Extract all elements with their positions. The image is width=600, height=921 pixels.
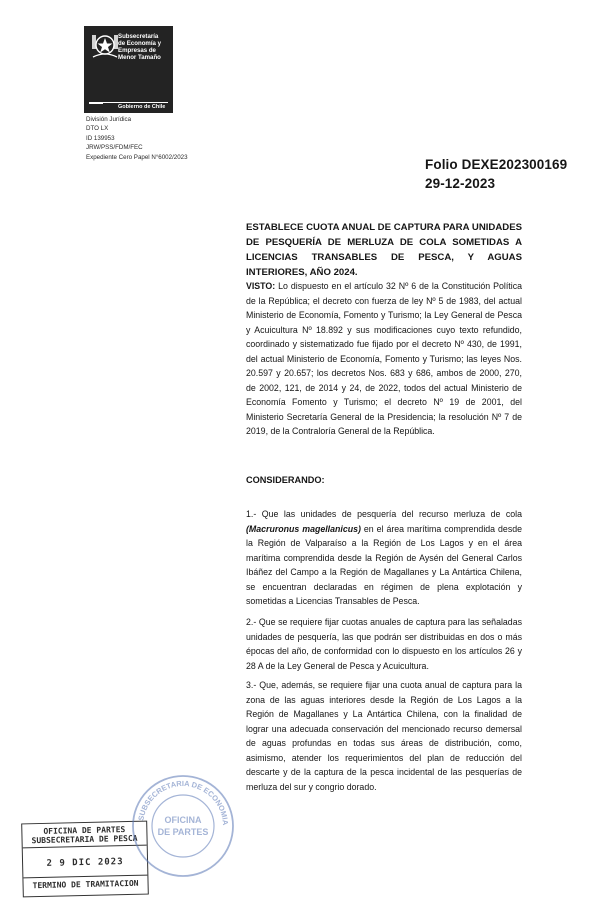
visto-label: VISTO: bbox=[246, 281, 276, 291]
stamp-status: TERMINO DE TRAMITACION bbox=[32, 878, 139, 891]
stamp-rule bbox=[23, 875, 147, 879]
coat-of-arms-icon bbox=[89, 31, 121, 63]
considerando-paragraph-3: 3.- Que, además, se requiere fijar una cuota anual de captura para la zona de las aguas interiores desde la Región de Los Lagos a la Región de Magallanes y La Antártica Chilena, con la finalidad de lograr una adecuada conservación del mencionado recurso demersal de aguas profundas en todas sus áreas de distribución, como, asimismo, atender los requerimientos del plan de reducción del descarte y de la captura de la pesca incidental de las pesquerías de merluza del sur y congrio dorado. bbox=[246, 680, 522, 792]
stamp-office-line1: OFICINA DE PARTES bbox=[43, 825, 126, 836]
folio-number: Folio DEXE202300169 bbox=[425, 157, 568, 172]
visto-text: Lo dispuesto en el artículo 32 Nº 6 de la Constitución Política de la República; el decreto con fuerza de ley Nº 5 de 1983, del actual Ministerio de Economía, Fomento y Turismo; la Ley General de Pesca y Acuicultura Nº 18.892 y sus modificaciones cuyo texto refundido, coordinado y sistematizado fue fijado por el decreto Nº 430, de 1991, del actual Ministerio de Economía, Fomento y Turismo; las leyes Nos. 20.597 y 20.657; los decretos Nos. 683 y 686, ambos de 2000, 270, de 2002, 121, de 2014 y 24, de 2022, todos del actual Ministerio de Economía Fomento y Turismo; el decreto Nº 19 de 2001, del Ministerio Secretaría General de la Presidencia; la resolución Nº 7 de 2019, de la Contraloría General de la República. bbox=[246, 281, 522, 436]
logo-line: Subsecretaría bbox=[118, 33, 159, 40]
seal-ring-text: SUBSECRETARIA DE ECONOMIA bbox=[136, 778, 231, 826]
visto-paragraph bbox=[246, 279, 522, 439]
header-meta bbox=[86, 115, 188, 162]
institution-logo bbox=[84, 26, 173, 113]
document-title: ESTABLECE CUOTA ANUAL DE CAPTURA PARA UNIDADES DE PESQUERÍA DE MERLUZA DE COLA SOMETIDAS A LICENCIAS TRANSABLES DE PESCA, Y AGUAS INTERIORES, AÑO 2024. bbox=[246, 222, 522, 278]
stamp-date: 2 9 DIC 2023 bbox=[46, 857, 124, 869]
logo-line: de Economía y bbox=[118, 40, 162, 47]
p1-text-b: en el área marítima comprendida desde la Región de Valparaíso a la Región de Los Lagos y en el área marítima comprendida desde la Región de Aysén del General Carlos Ibáñez del Campo a la Región de Magallanes y La Antártica Chilena, se encuentran declaradas en régimen de plena explotación y sometidas a Licencias Transables de Pesca. bbox=[246, 523, 522, 606]
p1-text-a: 1.- Que las unidades de pesquería del recurso merluza de cola bbox=[246, 509, 522, 519]
seal-center-line2: DE PARTES bbox=[157, 827, 209, 837]
logo-flag-bar bbox=[89, 102, 103, 104]
considerando-paragraph-1 bbox=[246, 507, 522, 609]
stamp-office-line2: SUBSECRETARIA DE PESCA bbox=[31, 833, 138, 846]
meta-line: División Jurídica bbox=[86, 116, 132, 123]
meta-line: DTO LX bbox=[86, 125, 109, 133]
stamp-rule bbox=[23, 845, 147, 849]
logo-line: Empresas de bbox=[118, 47, 156, 54]
folio-block bbox=[425, 155, 567, 193]
round-seal bbox=[130, 773, 236, 879]
considerando-paragraph-2: 2.- Que se requiere fijar cuotas anuales de captura para las señaladas unidades de pesquería, las que podrán ser distribuidas en dos o más épocas del año, de conformidad con lo dispuesto en los artículos 26 y 28 A de la Ley General de Pesca y Acuicultura. bbox=[246, 617, 522, 671]
meta-line: Expediente Cero Papel N°6002/2023 bbox=[86, 153, 188, 161]
meta-line: ID 139953 bbox=[86, 134, 115, 142]
seal-center-line1: OFICINA bbox=[164, 815, 202, 825]
logo-gov: Gobierno de Chile bbox=[118, 104, 166, 110]
meta-line: JRW/PSS/FDM/FEC bbox=[86, 144, 143, 152]
species-name: (Macruronus magellanicus) bbox=[246, 523, 361, 534]
logo-line: Menor Tamaño bbox=[118, 54, 161, 61]
considerando-heading: CONSIDERANDO: bbox=[246, 475, 325, 485]
folio-date: 29-12-2023 bbox=[425, 176, 496, 191]
